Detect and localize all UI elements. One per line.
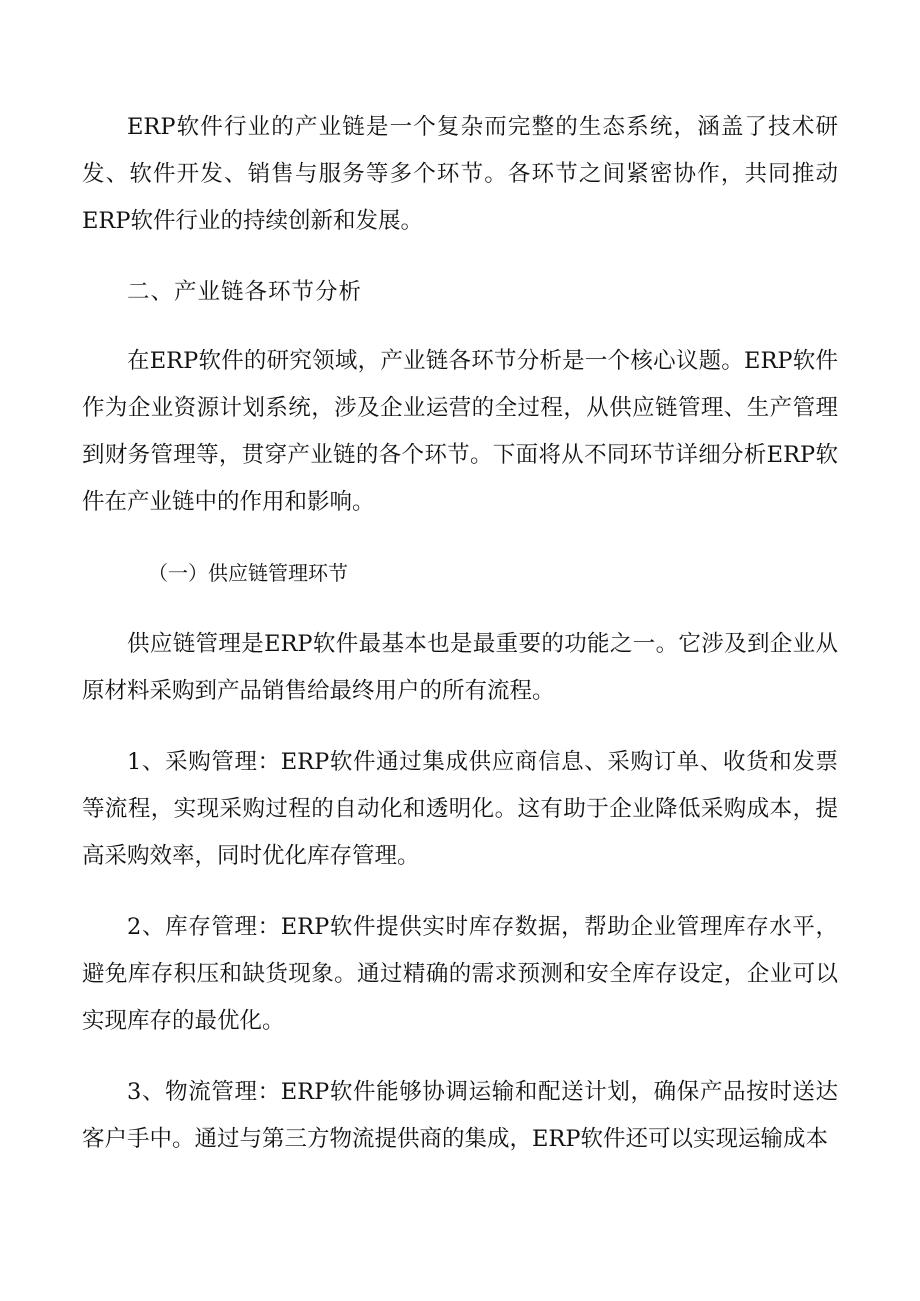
intro-paragraph: ERP软件行业的产业链是一个复杂而完整的生态系统，涵盖了技术研发、软件开发、销售与服务等多个环节。各环节之间紧密协作，共同推动ERP软件行业的持续创新和发展。 — [82, 114, 838, 234]
subsection-paragraph: 供应链管理是ERP软件最基本也是最重要的功能之一。它涉及到企业从原材料采购到产品销售给最终用户的所有流程。 — [82, 631, 838, 704]
document-body — [82, 104, 838, 1187]
list-item-inventory: 2、库存管理：ERP软件提供实时库存数据，帮助企业管理库存水平，避免库存积压和缺货现象。通过精确的需求预测和安全库存设定，企业可以实现库存的最优化。 — [82, 914, 838, 1034]
section-heading: 二、产业链各环节分析 — [127, 279, 363, 305]
subsection-heading: （一）供应链管理环节 — [148, 561, 348, 585]
list-item-procurement: 1、采购管理：ERP软件通过集成供应商信息、采购订单、收货和发票等流程，实现采购过程的自动化和透明化。这有助于企业降低采购成本，提高采购效率，同时优化库存管理。 — [82, 749, 838, 869]
section-paragraph: 在ERP软件的研究领域，产业链各环节分析是一个核心议题。ERP软件作为企业资源计划系统，涉及企业运营的全过程，从供应链管理、生产管理到财务管理等，贯穿产业链的各个环节。下面将从不同环节详细分析ERP软件在产业链中的作用和影响。 — [82, 348, 838, 515]
list-item-logistics: 3、物流管理：ERP软件能够协调运输和配送计划，确保产品按时送达客户手中。通过与第三方物流提供商的集成，ERP软件还可以实现运输成本 — [82, 1079, 838, 1152]
